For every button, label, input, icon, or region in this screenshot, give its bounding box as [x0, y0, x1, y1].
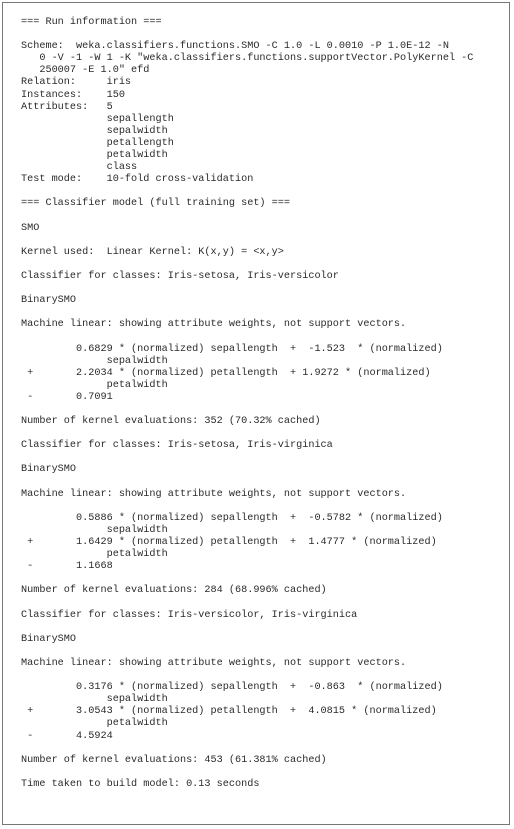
output-line: === Run information === — [21, 17, 162, 28]
output-line: sepallength — [21, 113, 174, 125]
output-line — [21, 598, 511, 610]
output-line — [21, 283, 511, 295]
output-line: Test mode: 10-fold cross-validation — [21, 174, 254, 186]
output-line: 0 -V -1 -W 1 -K "weka.classifiers.functions.supportVector.PolyKernel -C — [21, 53, 474, 65]
output-line: Number of kernel evaluations: 453 (61.381% cached) — [21, 754, 327, 766]
output-line: - 0.7091 — [21, 391, 113, 403]
output-line: - 4.5924 — [21, 730, 113, 742]
output-line: Classifier for classes: Iris-setosa, Iris-virginica — [21, 440, 333, 452]
output-line: 0.5886 * (normalized) sepallength + -0.5782 * (normalized) — [21, 512, 443, 524]
output-line: sepalwidth — [21, 125, 168, 137]
output-line: Instances: 150 — [21, 89, 125, 101]
output-line: Number of kernel evaluations: 352 (70.32% cached) — [21, 416, 321, 428]
output-line — [21, 646, 511, 658]
output-line: sepalwidth — [21, 355, 168, 367]
output-line: + 2.2034 * (normalized) petallength + 1.9272 * (normalized) — [21, 367, 431, 379]
output-line: Number of kernel evaluations: 284 (68.996% cached) — [21, 585, 327, 597]
output-line: + 1.6429 * (normalized) petallength + 1.4777 * (normalized) — [21, 537, 437, 549]
output-line: Relation: iris — [21, 77, 132, 89]
output-line: Scheme: weka.classifiers.functions.SMO -C 1.0 -L 0.0010 -P 1.0E-12 -N — [21, 41, 449, 53]
output-line: Machine linear: showing attribute weights, not support vectors. — [21, 488, 407, 500]
output-line: Classifier for classes: Iris-versicolor, Iris-virginica — [21, 609, 358, 621]
output-line: petalwidth — [21, 379, 168, 391]
output-line — [21, 404, 511, 416]
output-line: Classifier for classes: Iris-setosa, Iris-versicolor — [21, 270, 339, 282]
output-line — [21, 211, 511, 223]
output-line — [21, 186, 511, 198]
output-line: BinarySMO — [21, 464, 77, 476]
output-line — [21, 573, 511, 585]
output-line — [21, 29, 511, 41]
output-line — [21, 622, 511, 634]
output-line: Kernel used: Linear Kernel: K(x,y) = <x,y> — [21, 246, 284, 258]
output-line: Time taken to build model: 0.13 seconds — [21, 778, 260, 790]
output-line — [21, 428, 511, 440]
output-line: Machine linear: showing attribute weights, not support vectors. — [21, 657, 407, 669]
output-line — [21, 501, 511, 513]
output-line: BinarySMO — [21, 295, 77, 307]
classifier-output-text[interactable] — [21, 17, 511, 791]
output-line: === Classifier model (full training set) === — [21, 198, 290, 210]
output-line — [21, 670, 511, 682]
classifier-output-panel — [2, 2, 510, 825]
output-line: petalwidth — [21, 718, 168, 730]
output-line: Attributes: 5 — [21, 101, 113, 113]
output-line — [21, 307, 511, 319]
output-line: 0.6829 * (normalized) sepallength + -1.523 * (normalized) — [21, 343, 443, 355]
output-line — [21, 743, 511, 755]
output-line: petallength — [21, 137, 174, 149]
output-line: sepalwidth — [21, 694, 168, 706]
output-line — [21, 331, 511, 343]
output-line: SMO — [21, 222, 40, 234]
output-line — [21, 452, 511, 464]
output-line — [21, 767, 511, 779]
output-line: petalwidth — [21, 549, 168, 561]
output-line: 0.3176 * (normalized) sepallength + -0.863 * (normalized) — [21, 682, 443, 694]
output-line — [21, 235, 511, 247]
output-line: Machine linear: showing attribute weights, not support vectors. — [21, 319, 407, 331]
output-line: petalwidth — [21, 150, 168, 162]
output-line — [21, 477, 511, 489]
output-line: BinarySMO — [21, 633, 77, 645]
output-line: 250007 -E 1.0" efd — [21, 65, 150, 77]
output-line: - 1.1668 — [21, 561, 113, 573]
output-line: sepalwidth — [21, 524, 168, 536]
output-line: + 3.0543 * (normalized) petallength + 4.0815 * (normalized) — [21, 706, 437, 718]
output-line: class — [21, 162, 138, 174]
output-line — [21, 259, 511, 271]
